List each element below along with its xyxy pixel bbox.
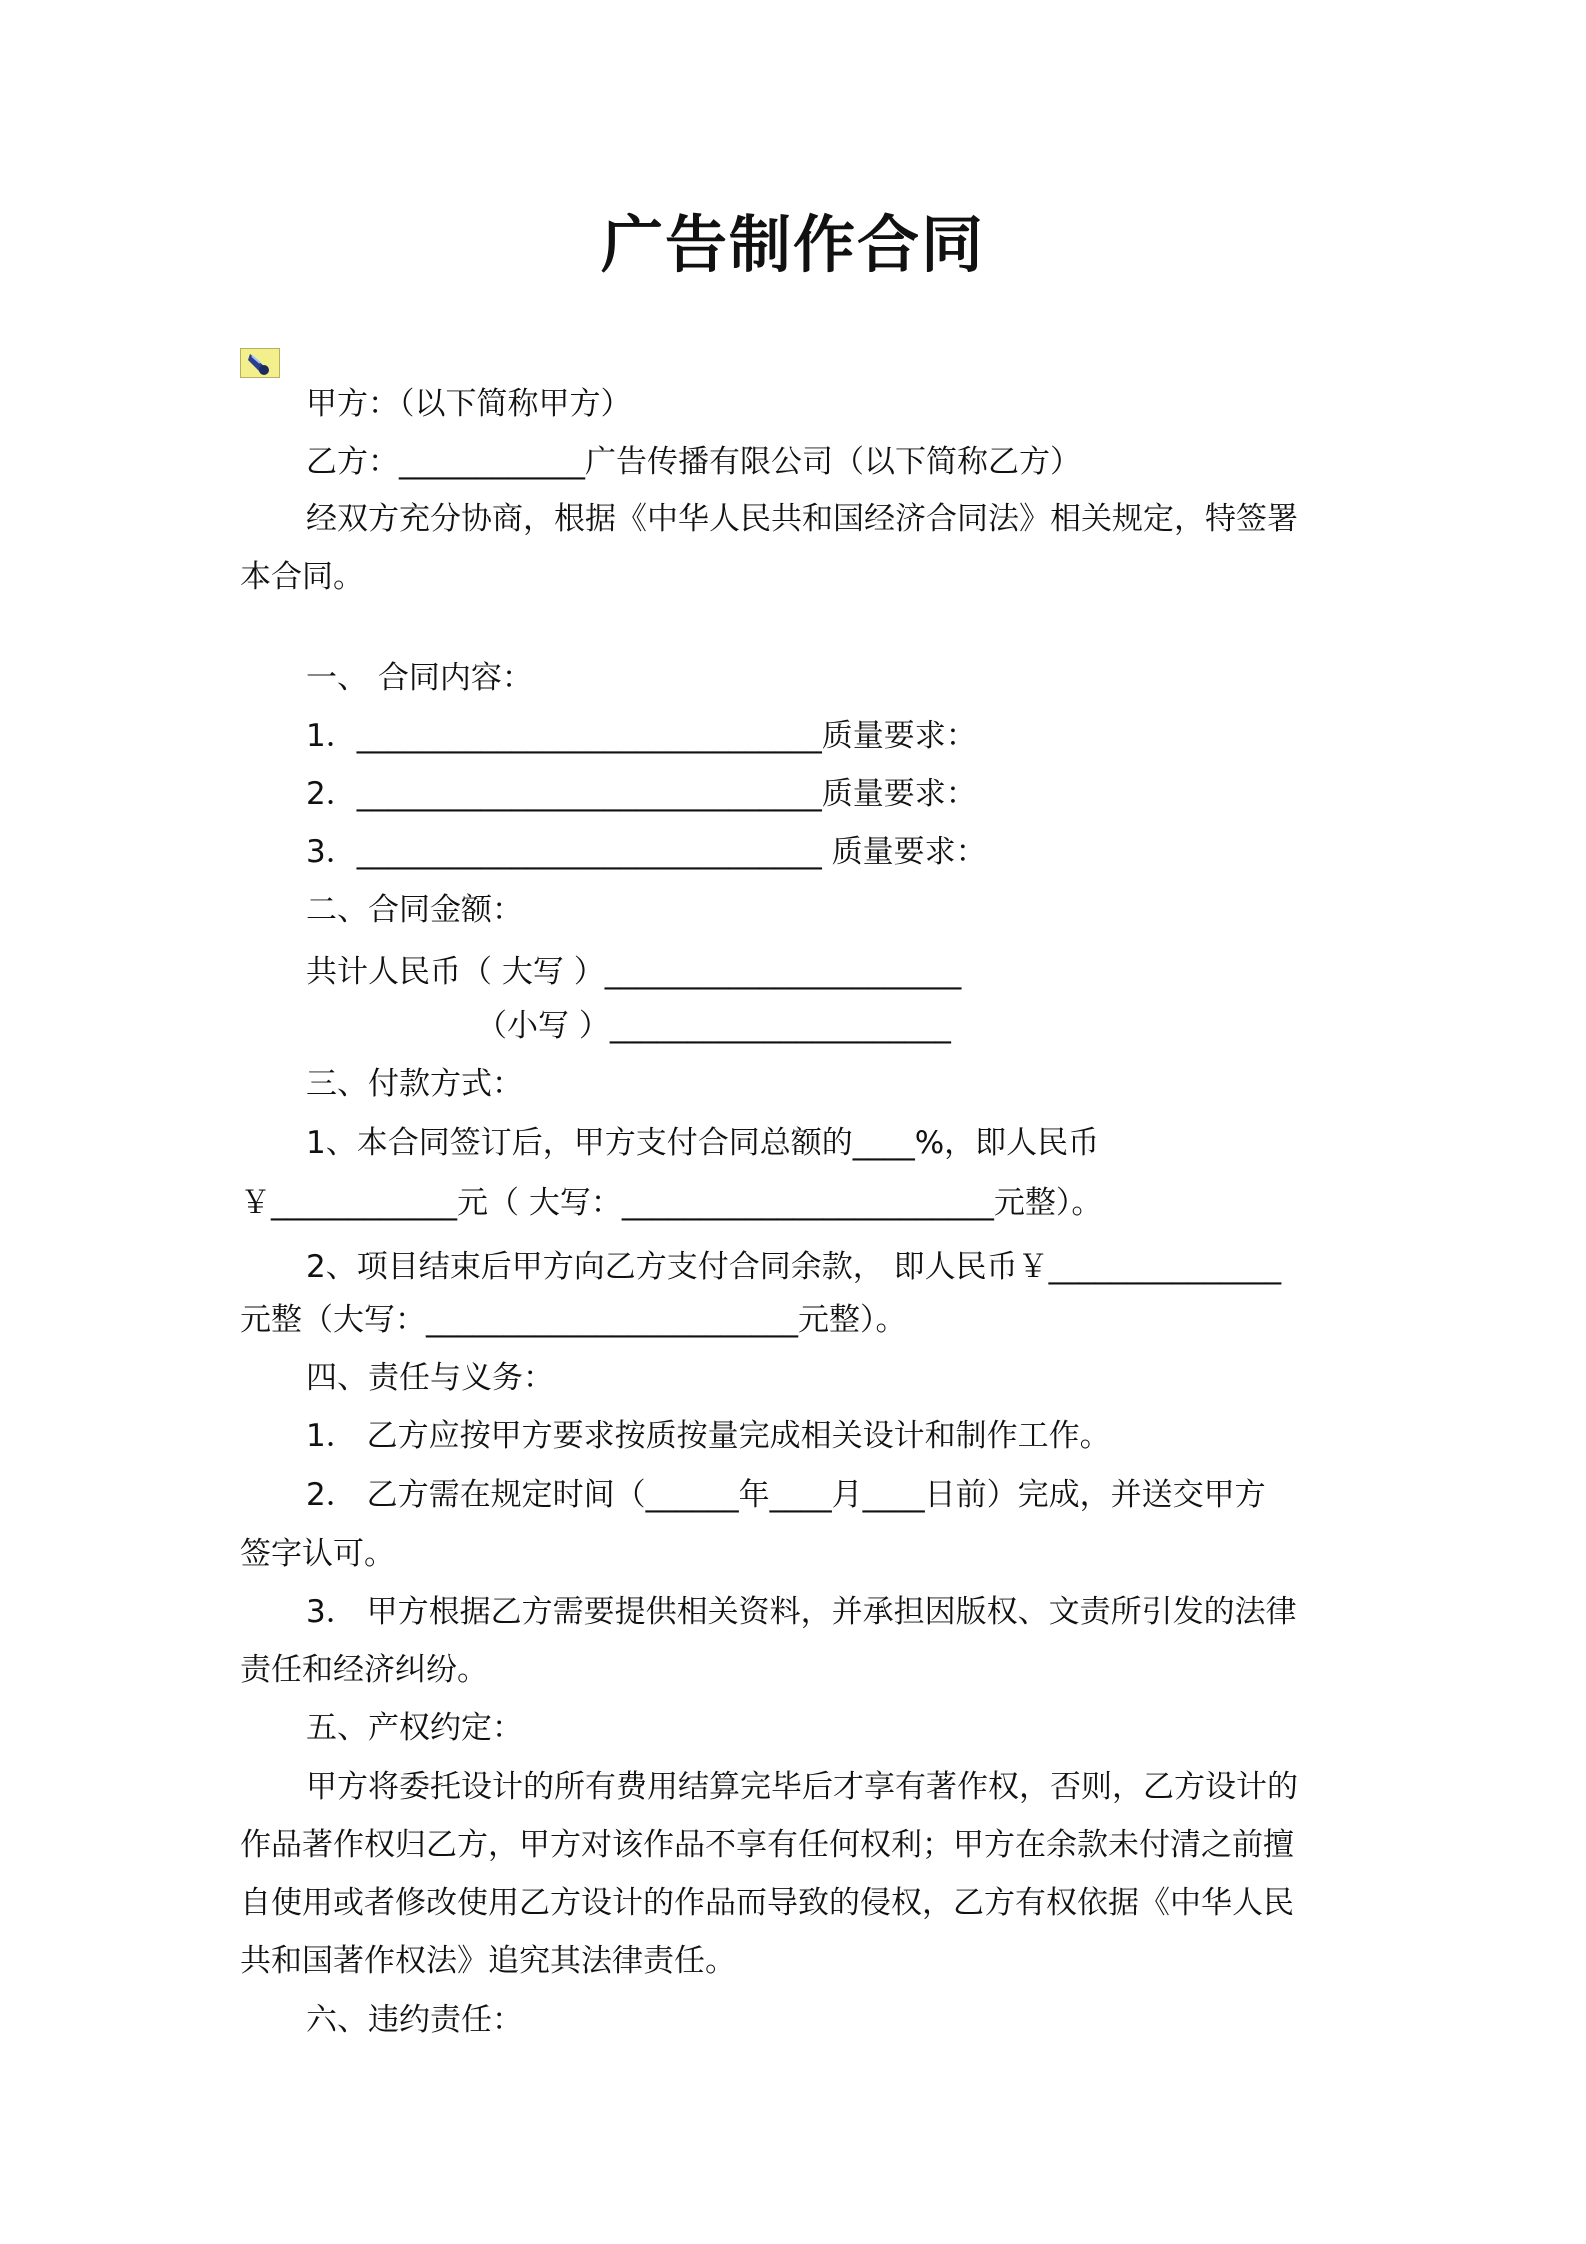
payment-1-line-2: ￥____________元（ 大写：________________________元整）。 <box>240 1185 1103 1221</box>
party-a-line: 甲方：（以下简称甲方） <box>306 386 632 422</box>
duty-3-line-2: 责任和经济纠纷。 <box>240 1652 488 1688</box>
ip-paragraph-line-2: 作品著作权归乙方，甲方对该作品不享有任何权利；甲方在余款未付清之前擅 <box>240 1827 1294 1863</box>
content-item-3: 3．______________________________ 质量要求： <box>306 834 987 870</box>
duty-3-line-1: 3． 甲方根据乙方需要提供相关资料，并承担因版权、文责所引发的法律 <box>306 1594 1297 1630</box>
preamble-line-2: 本合同。 <box>240 559 364 595</box>
section-1-heading: 一、 合同内容： <box>306 660 533 696</box>
party-b-line: 乙方：____________广告传播有限公司（以下简称乙方） <box>306 444 1081 480</box>
section-2-heading: 二、合同金额： <box>306 892 523 928</box>
ip-paragraph-line-1: 甲方将委托设计的所有费用结算完毕后才享有著作权，否则，乙方设计的 <box>306 1769 1298 1805</box>
duty-2-line-1: 2． 乙方需在规定时间（______年____月____日前）完成，并送交甲方 <box>306 1477 1266 1513</box>
duty-2-line-2: 签字认可。 <box>240 1536 395 1572</box>
preamble-line-1: 经双方充分协商，根据《中华人民共和国经济合同法》相关规定，特签署 <box>306 501 1298 537</box>
page-title: 广告制作合同 <box>600 208 985 281</box>
content-item-1: 1．______________________________质量要求： <box>306 718 977 754</box>
content-item-2: 2．______________________________质量要求： <box>306 776 977 812</box>
amount-uppercase-line: 共计人民币（ 大写 ）_______________________ <box>306 954 962 990</box>
payment-2-line-2: 元整（大写：________________________元整）。 <box>240 1302 907 1338</box>
ip-paragraph-line-3: 自使用或者修改使用乙方设计的作品而导致的侵权，乙方有权依据《中华人民 <box>240 1885 1294 1921</box>
payment-2-line-1: 2、项目结束后甲方向乙方支付合同余款， 即人民币￥_______________ <box>306 1249 1282 1285</box>
ip-paragraph-line-4: 共和国著作权法》追究其法律责任。 <box>240 1943 736 1979</box>
section-5-heading: 五、产权约定： <box>306 1710 523 1746</box>
section-4-heading: 四、责任与义务： <box>306 1360 554 1396</box>
payment-1-line-1: 1、本合同签订后，甲方支付合同总额的____%，即人民币 <box>306 1125 1100 1161</box>
section-6-heading: 六、违约责任： <box>306 2002 523 2038</box>
duty-1-line: 1． 乙方应按甲方要求按质按量完成相关设计和制作工作。 <box>306 1418 1111 1454</box>
amount-lowercase-line: （小写 ）______________________ <box>476 1008 951 1044</box>
section-3-heading: 三、付款方式： <box>306 1066 523 1102</box>
document-link-icon <box>240 348 280 378</box>
